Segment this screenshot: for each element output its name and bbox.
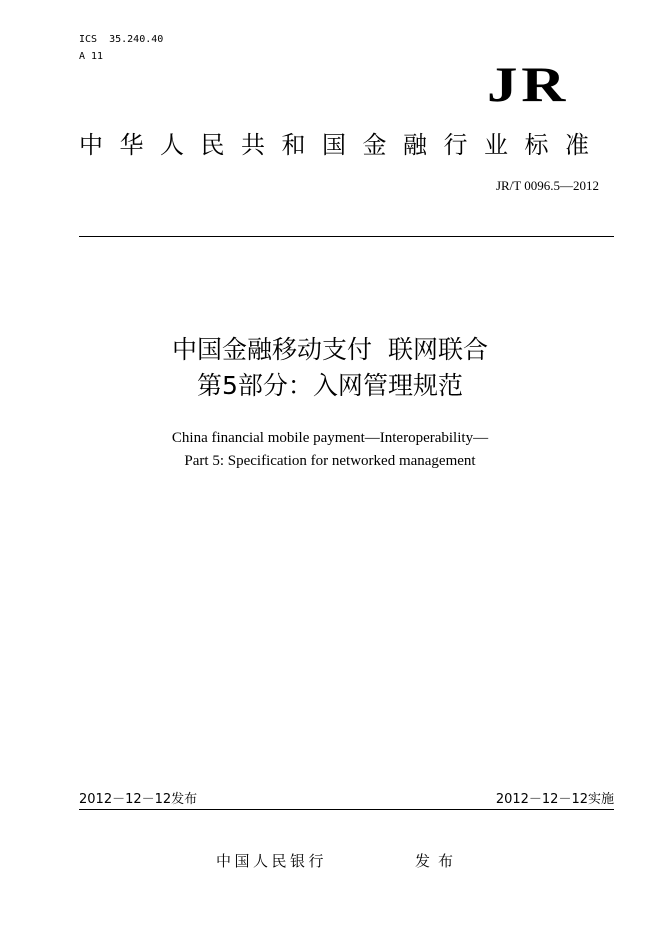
issuing-authority: 中国人民银行 [216, 852, 328, 870]
document-title-cn-line1: 中国金融移动支付 联网联合 [172, 335, 488, 364]
implementation-date: 2012－12－12实施 [495, 792, 614, 807]
publish-label: 发布 [415, 852, 462, 870]
jr-logo: JR [487, 56, 569, 112]
issue-date: 2012－12－12发布 [79, 792, 198, 807]
document-title-cn-line2: 第5部分：入网管理规范 [197, 371, 463, 400]
ics-code: ICS 35.240.40 [79, 34, 164, 45]
top-divider [79, 236, 614, 237]
standard-category-title: 中华人民共和国金融行业标准 [79, 131, 606, 159]
bottom-divider [79, 809, 614, 810]
standard-number: JR/T 0096.5—2012 [495, 178, 599, 193]
document-title-en-line2: Part 5: Specification for networked management [184, 453, 476, 469]
classification-code: A 11 [79, 51, 104, 62]
document-title-en-line1: China financial mobile payment—Interoperability— [171, 430, 489, 446]
